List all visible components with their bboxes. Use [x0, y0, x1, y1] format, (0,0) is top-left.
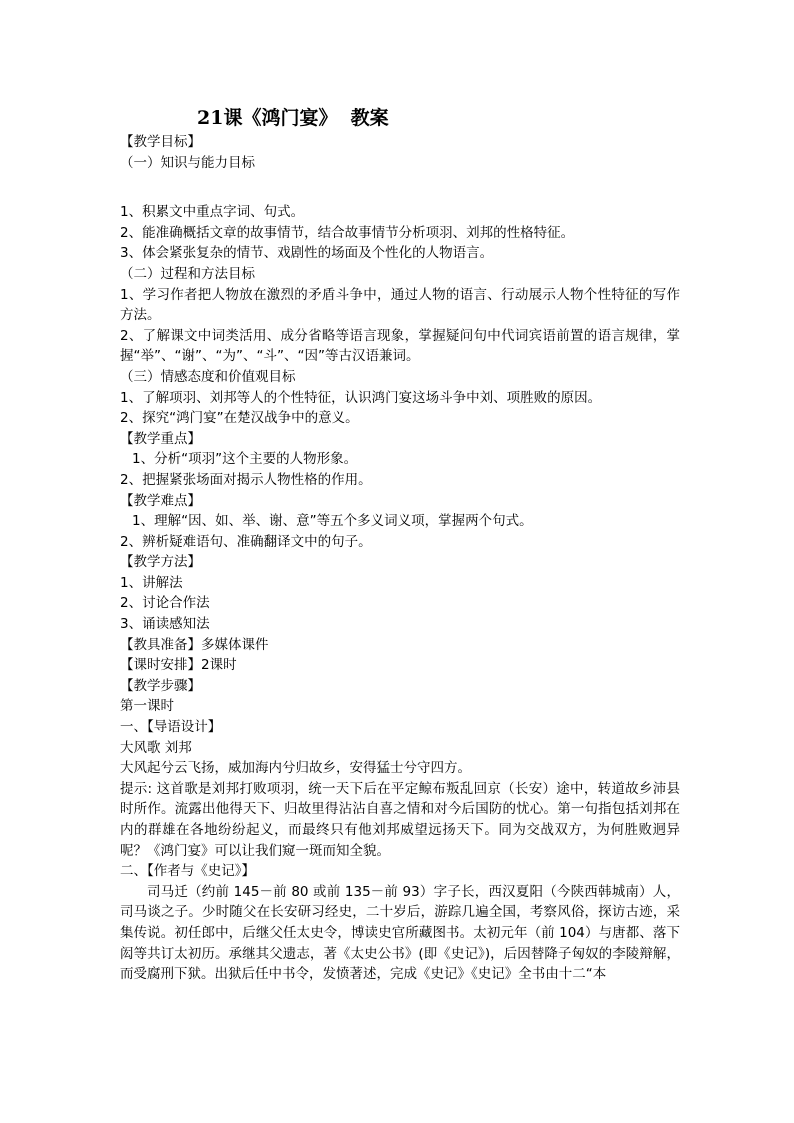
schedule-line: 【课时安排】2课时 [120, 657, 237, 674]
lesson-label: 第一课时 [120, 698, 174, 715]
subheading-knowledge: （一）知识与能力目标 [120, 154, 255, 171]
list-item: 2、讨论合作法 [120, 595, 210, 612]
section-heading-intro: 一、【导语设计】 [120, 719, 222, 736]
list-item: 3、诵读感知法 [120, 616, 210, 633]
section-heading-steps: 【教学步骤】 [120, 677, 201, 694]
section-heading-author: 二、【作者与《史记》】 [120, 863, 255, 880]
section-heading-difficult: 【教学难点】 [120, 492, 201, 509]
list-item: 3、体会紧张复杂的情节、戏剧性的场面及个性化的人物语言。 [120, 245, 494, 262]
subheading-process: （二）过程和方法目标 [120, 265, 255, 282]
poem-title: 大风歌 刘邦 [120, 739, 192, 756]
poem-text: 大风起兮云飞扬，威加海内兮归故乡，安得猛士兮守四方。 [120, 760, 471, 777]
document-page [120, 104, 680, 985]
section-heading-method: 【教学方法】 [120, 554, 201, 571]
list-item: 1、分析“项羽”这个主要的人物形象。 [132, 451, 358, 468]
author-paragraph: 司马迁（约前 145－前 80 或前 135－前 93）字子长，西汉夏阳（今陕西韩城南）人，司马谈之子。少时随父在长安研习经史，二十岁后，游踪几遍全国，考察风俗，探访古迹，采集传说。初任郎中，后继父任太史令，博读史官所藏图书。太初元年（前 104）与唐都、落下闳等共订太初历。承继其父遗志，著《太史公书》(即《史记》)，后因替降子匈奴的李陵辩解，而受腐刑下狱。出狱后任中书令，发愤著述，完成《史记》《史记》全书由十二“本 [120, 883, 680, 983]
tools-line: 【教具准备】多媒体课件 [120, 636, 269, 653]
blank-space [120, 173, 680, 202]
list-item: 2、能准确概括文章的故事情节，结合故事情节分析项羽、刘邦的性格特征。 [120, 224, 575, 241]
list-item: 1、理解“因、如、举、谢、意”等五个多义词义项，掌握两个句式。 [132, 513, 533, 530]
list-item: 1、积累文中重点字词、句式。 [120, 204, 305, 221]
hint-paragraph: 提示: 这首歌是刘邦打败项羽，统一天下后在平定鲸布叛乱回京（长安）途中，转道故乡沛县时所作。流露出他得天下、归故里得沾沾自喜之情和对今后国防的忧心。第一句指包括刘邦在内的群雄在各地纷纷起义，而最终只有他刘邦威望远扬天下。同为交战双方，为何胜败迥异呢？《鸿门宴》可以让我们窥一斑而知全貌。 [120, 780, 680, 859]
section-heading-key: 【教学重点】 [120, 430, 201, 447]
list-item: 2、辨析疑难语句、准确翻译文中的句子。 [120, 533, 372, 550]
page-title: 21课《鸿门宴》 教案 [197, 107, 389, 129]
list-item: 1、学习作者把人物放在激烈的矛盾斗争中，通过人物的语言、行动展示人物个性特征的写作方法。 [120, 286, 680, 324]
section-heading-goals: 【教学目标】 [120, 134, 201, 150]
subheading-emotion: （三）情感态度和价值观目标 [120, 368, 296, 385]
list-item: 2、探究“鸿门宴”在楚汉战争中的意义。 [120, 410, 359, 427]
list-item: 1、讲解法 [120, 574, 183, 591]
list-item: 2、把握紧张场面对揭示人物性格的作用。 [120, 471, 372, 488]
list-item: 1、了解项羽、刘邦等人的个性特征，认识鸿门宴这场斗争中刘、项胜败的原因。 [120, 389, 602, 406]
list-item: 2、了解课文中词类活用、成分省略等语言现象，掌握疑问句中代词宾语前置的语言规律，掌握“举”、“谢”、“为”、“斗”、“因”等古汉语兼词。 [120, 327, 680, 365]
